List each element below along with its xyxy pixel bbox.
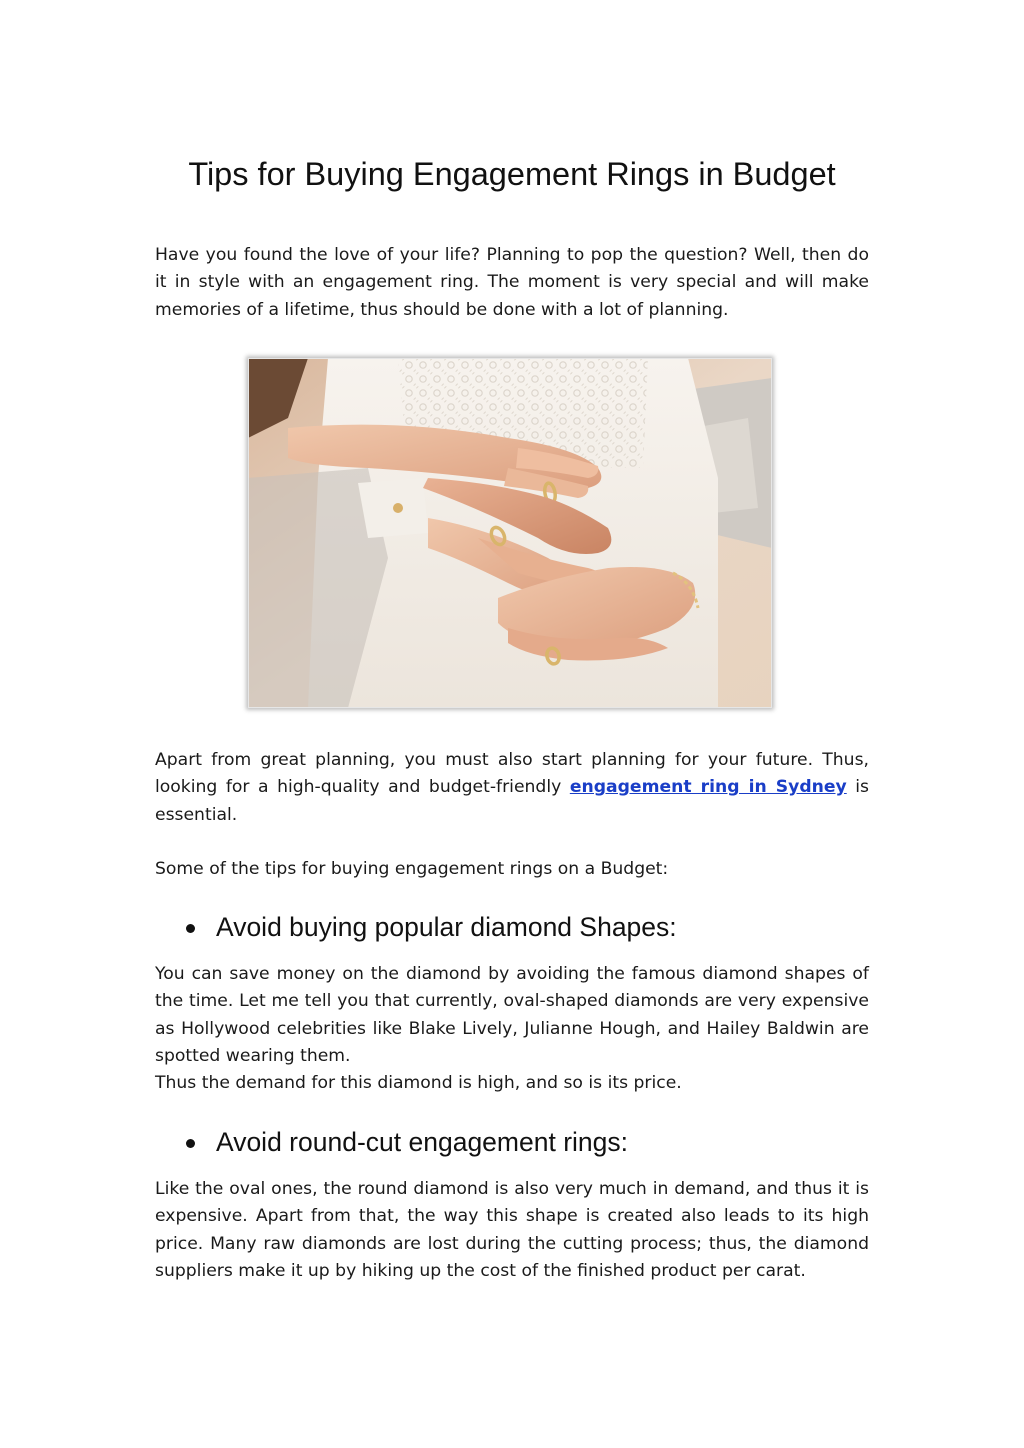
tips-intro: Some of the tips for buying engagement rings on a Budget: [155,859,669,879]
hero-photo [248,358,772,708]
intro-paragraph: Have you found the love of your life? Planning to pop the question? Well, then do it in style with an engagement ring. The moment is very special and will make memories of a lifetime, thus should be done with a lot of planning. [155,245,869,320]
para2-text-before: Apart from great planning, you must also start planning for your future. Thus, looking for a high-quality and budget-friendly [155,750,869,798]
para2-text-after: is essential. [155,777,869,825]
body-paragraph-2 [155,747,869,829]
page-title: Tips for Buying Engagement Rings in Budget [188,156,836,192]
bullet-icon [186,1139,195,1148]
section-body-popular-shapes [155,961,869,1097]
engagement-ring-sydney-link[interactable]: engagement ring in Sydney [569,777,847,798]
couple-hands-illustration [248,358,772,708]
section-body-line: Thus the demand for this diamond is high, and so is its price. [155,1073,682,1094]
section-heading-round-cut [186,1127,628,1158]
section-heading-text: Avoid buying popular diamond Shapes: [216,912,677,942]
bullet-icon [186,924,195,933]
section-body-line: You can save money on the diamond by avoiding the famous diamond shapes of the time. Let me tell you that currently, oval-shaped diamonds are very expensive as Hollywood celebrities like Blake Lively, Julianne Hough, and Hailey Baldwin are spotted wearing them. [155,964,869,1066]
section-heading-popular-shapes [186,912,677,943]
section-heading-text: Avoid round-cut engagement rings: [216,1127,628,1157]
section-body-round-cut: Like the oval ones, the round diamond is also very much in demand, and thus it is expensive. Apart from that, the way this shape is created also leads to its high price. Many raw diamonds are lost during the cutting process; thus, the diamond suppliers make it up by hiking up the cost of the finished product per carat. [155,1179,869,1281]
